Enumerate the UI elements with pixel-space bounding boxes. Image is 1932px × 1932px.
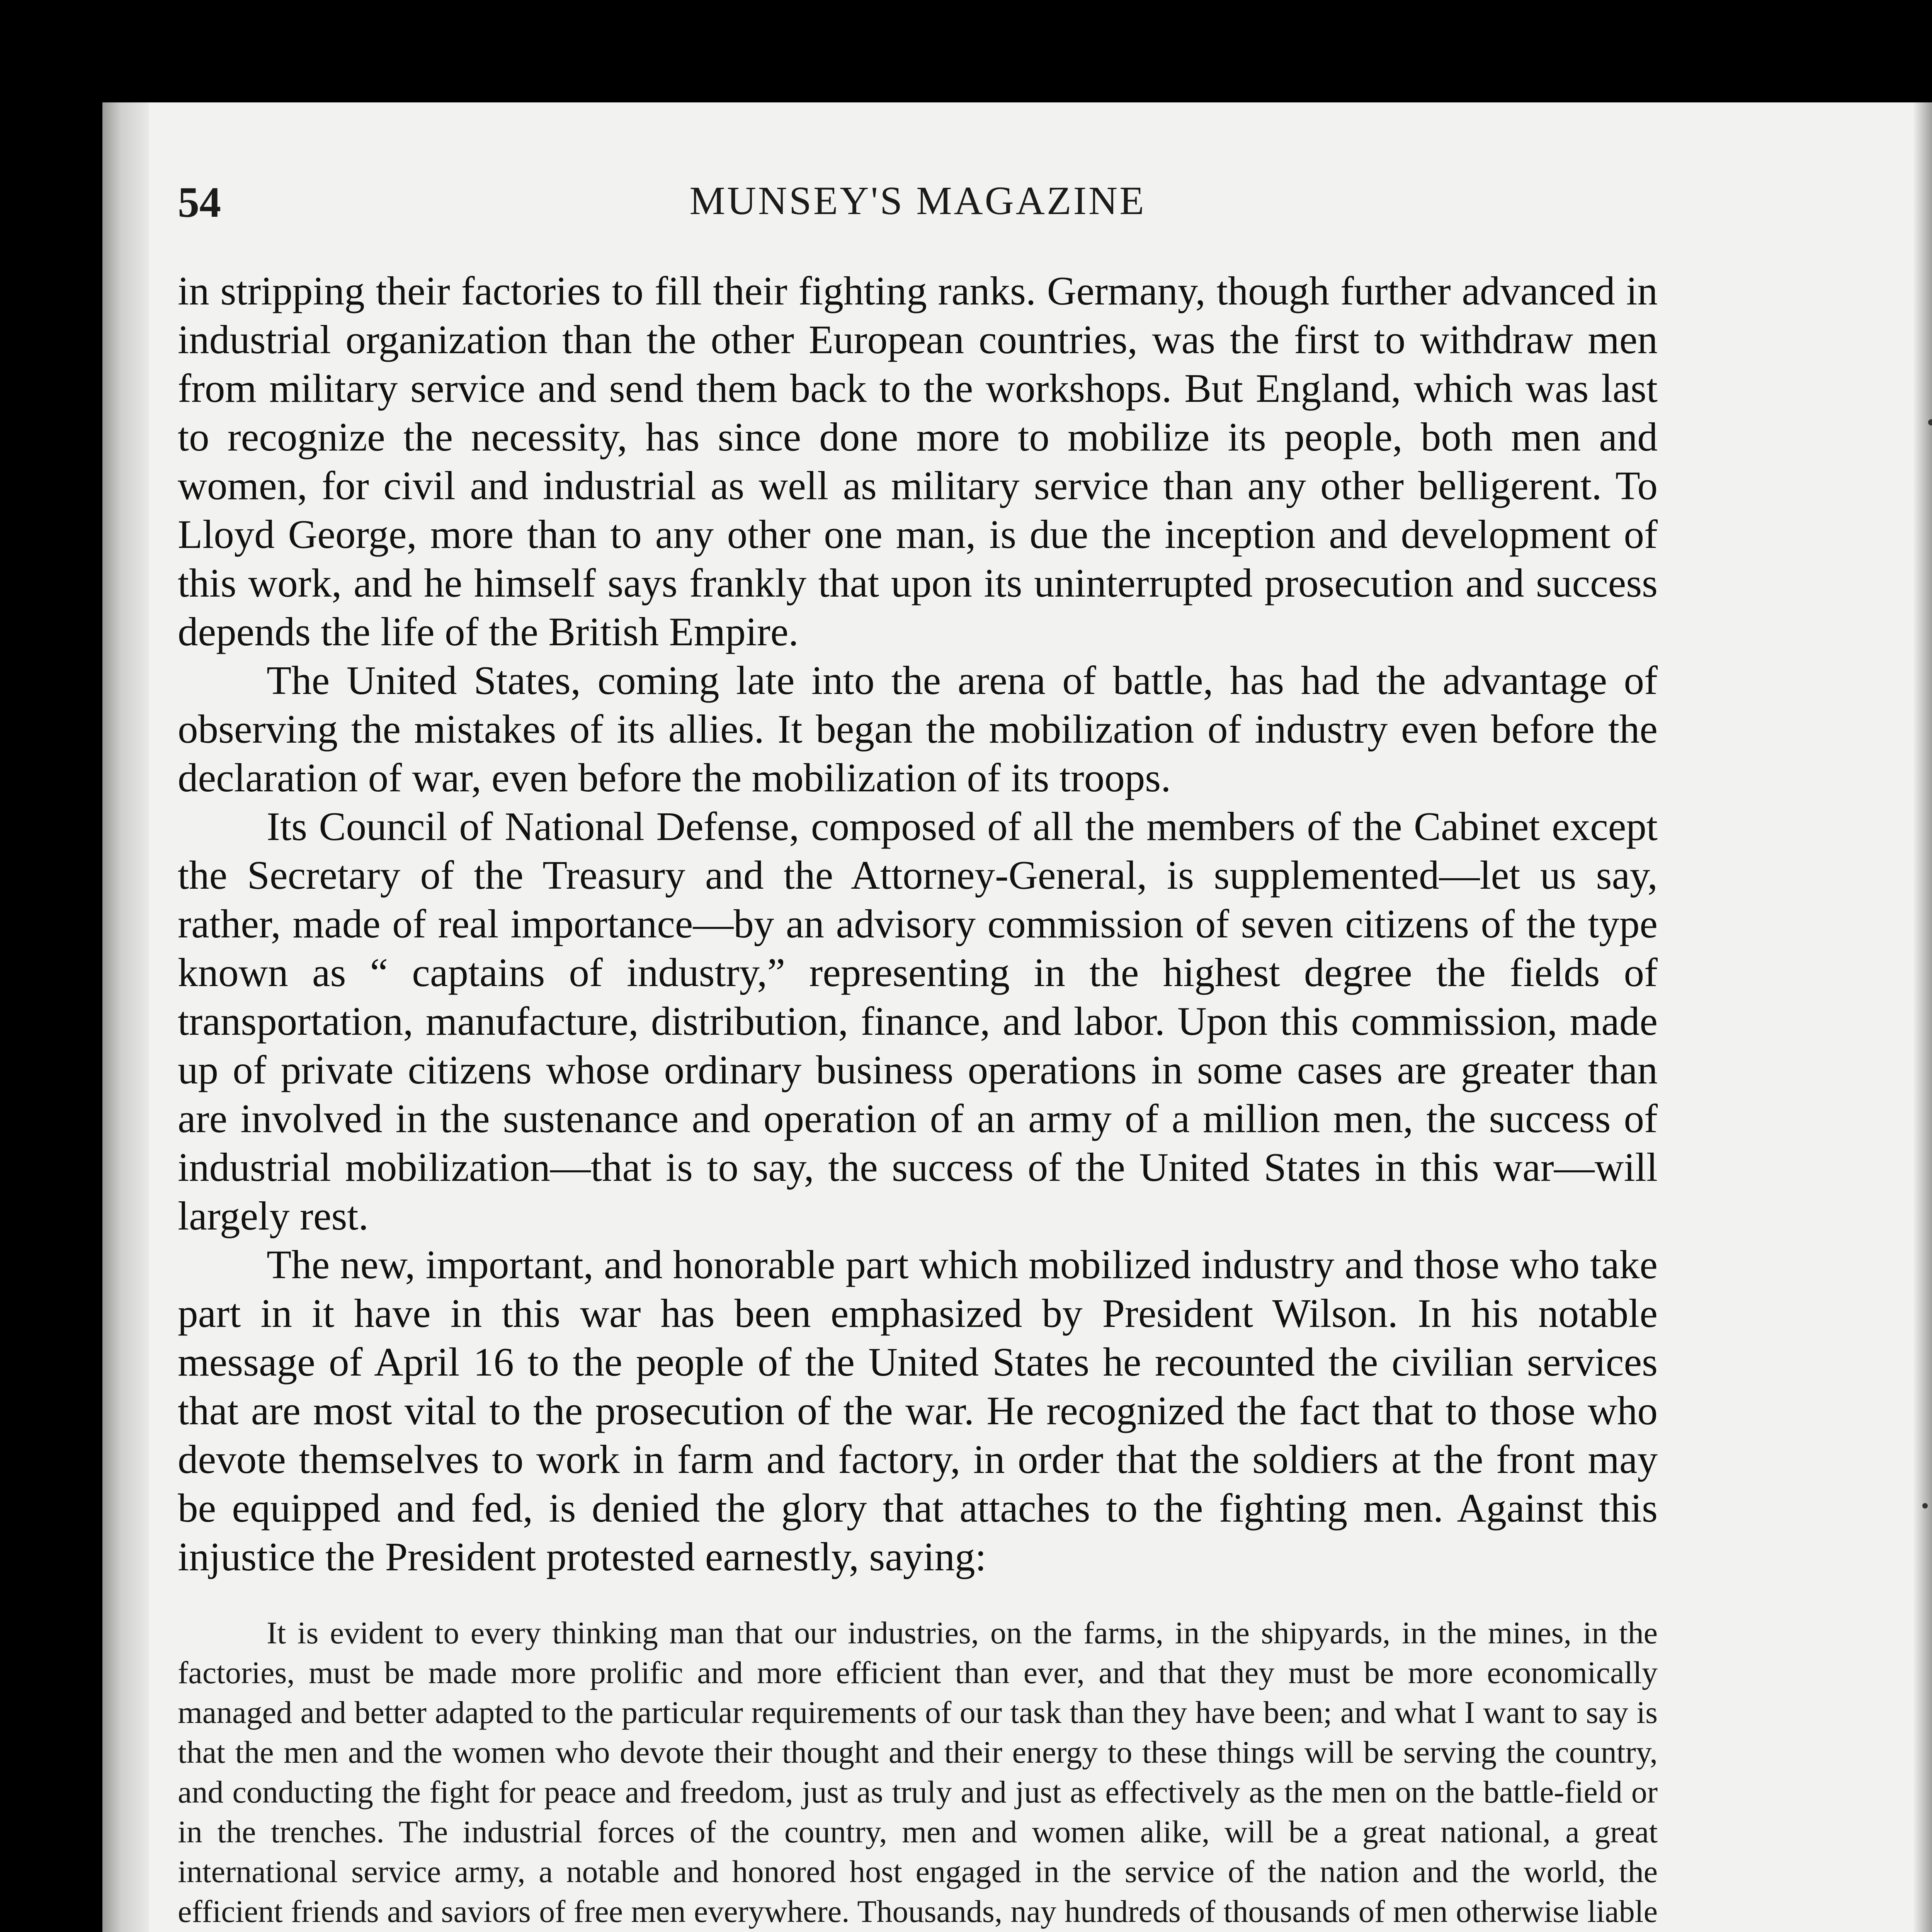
running-head xyxy=(178,178,1658,240)
paragraph: The new, important, and honorable part which mobilized industry and those who take part in it have in this war has been emphasized by President Wilson. In his notable message of April 16 to the people of the United States he recounted the civilian services that are most vital to the prosecution of the war. He recognized the fact that to those who devote themselves to work in farm and factory, in order that the soldiers at the front may be equipped and fed, is denied the glory that attaches to the fighting men. Against this injustice the President protested earnestly, saying: xyxy=(178,1242,1658,1579)
scan-speck xyxy=(1922,1503,1928,1509)
page-number: 54 xyxy=(178,179,221,226)
scanned-page-edge xyxy=(102,102,149,1932)
block-quote: It is evident to every thinking man that our industries, on the farms, in the shipyards, in the mines, in the factories, must be made more prolific and more efficient than ever, and that they must be more economically managed and better adapted to the particular requirements of our task than they have been; and what I want to say is that the men and the women who devote their thought and their energy to these things will be serving the country, and conducting the fight for peace and freedom, just as truly and just as effectively as the men on the battle-field or in the trenches. The industrial forces of the country, men and women alike, will be a great national, a great international service army, a notable and honored host engaged in the service of the nation and the world, the efficient friends and saviors of free men everywhere. Thousands, nay hundreds of thousands of men otherwise liable xyxy=(178,1615,1658,1929)
paragraph: Its Council of National Defense, composed of all the members of the Cabinet except the Secretary of the Treasury and the Attorney-General, is supplemented—let us say, rather, made of real importance—by an advisory commission of seven citizens of the type known as “ captains of industry,” representing in the highest degree the fields of transportation, manufacture, distribution, finance, and labor. Upon this commission, made up of private citizens whose ordinary business operations in some cases are greater than are involved in the sustenance and operation of an army of a million men, the success of industrial mobilization—that is to say, the success of the United States in this war—will largely rest. xyxy=(178,804,1658,1238)
article-body xyxy=(178,267,1658,1932)
magazine-title: MUNSEY'S MAGAZINE xyxy=(689,179,1146,223)
paragraph-continued: in stripping their factories to fill their fighting ranks. Germany, though further advanced in industrial organization than the other European countries, was the first to withdraw men from military service and send them back to the workshops. But England, which was last to recognize the necessity, has since done more to mobilize its people, both men and women, for civil and industrial as well as military service than any other belligerent. To Lloyd George, more than to any other one man, is due the inception and development of this work, and he himself says frankly that upon its uninterrupted prosecution and success depends the life of the British Empire. xyxy=(178,268,1658,654)
scan-speck xyxy=(1928,419,1932,425)
paragraph: The United States, coming late into the arena of battle, has had the advantage of observing the mistakes of its allies. It began the mobilization of industry even before the declaration of war, even before the mobilization of its troops. xyxy=(178,658,1658,800)
binding-gutter-shadow xyxy=(1913,102,1932,1932)
